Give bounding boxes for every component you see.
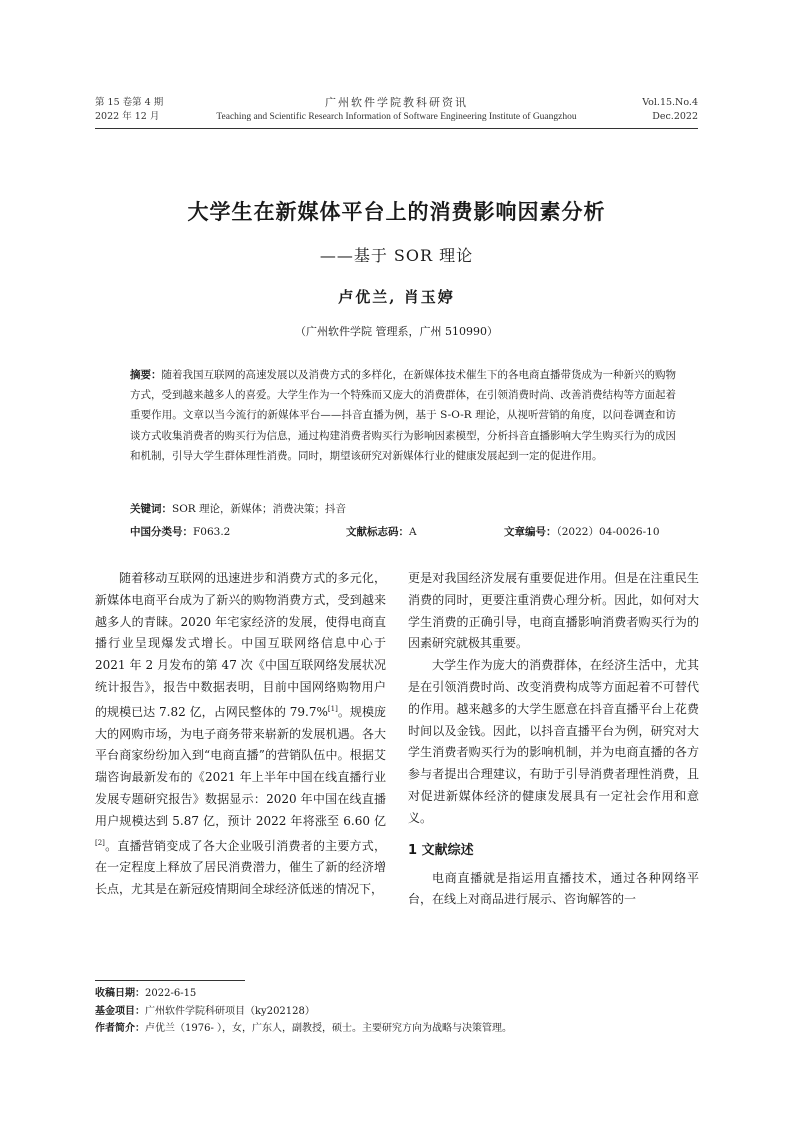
body-text: 。直播营销变成了各大企业吸引消费者的主要方式，在一定程度上释放了居民消费潜力，催生了新的经济增长点，尤其是在新冠疫情期间全球经济低迷的情况下， [95,838,386,897]
paper-subtitle: ——基于 SOR 理论 [319,246,474,265]
journal-name-cn: 广州软件学院教科研资讯 [325,96,468,109]
clc-value: F063.2 [193,526,231,538]
body-text: 。规模庞大的网购市场，为电子商务带来崭新的发展机遇。各大平台商家纷纷加入到“电商直播”的营销队伍中。根据艾瑞咨询最新发布的《2021 年上半年中国在线直播行业发展专题研究报告》数据显示：2020 年中国在线直播用户规模达到 5.87 亿，预计 2022 年将涨至 6.60 亿 [95,704,386,828]
body-column-left [95,568,386,901]
article-number-label: 文章编号： [504,526,557,538]
keywords [130,502,676,516]
author-bio [95,1020,705,1038]
authors: 卢优兰, 肖玉婷 [338,288,455,306]
citation-ref[interactable]: [2] [95,838,105,847]
body-paragraph [95,568,386,901]
section-heading: 1 文献综述 [408,842,474,858]
affiliation: （广州软件学院 管理系，广州 510990） [295,325,498,338]
received-date [95,985,705,1003]
body-column-right [408,568,699,911]
clc-number [130,525,230,539]
footnotes [95,985,705,1038]
fund-project [95,1003,705,1021]
paper-title: 大学生在新媒体平台上的消费影响因素分析 [187,200,606,224]
document-code [346,525,417,539]
body-paragraph: 大学生作为庞大的消费群体，在经济生活中，尤其是在引领消费时尚、改变消费构成等方面起着不可替代的作用。越来越多的大学生愿意在抖音直播平台上花费时间以及金钱。因此，以抖音直播平台为例，研究对大学生消费者购买行为的影响机制，并为电商直播的各方参与者提出合理建议，有助于引导消费者理性消费，且对促进新媒体经济的健康发展具有一定社会作用和意义。 [408,658,699,825]
volume-issue: 第 15 卷第 4 期 [95,97,164,108]
clc-label: 中国分类号： [130,526,193,538]
abstract [130,365,676,466]
issue-date-en: Dec.2022 [652,111,698,122]
issue-date: 2022 年 12 月 [95,111,160,122]
volume-issue-en: Vol.15.No.4 [642,97,698,108]
article-number [504,525,660,539]
received-value: 2022-6-15 [145,988,197,999]
keywords-label: 关键词： [130,503,172,515]
journal-name-en: Teaching and Scientific Research Information of Software Engineering Institute of Guangzhou [216,112,577,122]
citation-ref[interactable]: [1] [327,704,338,713]
body-paragraph: 电商直播就是指运用直播技术，通过各种网络平台，在线上对商品进行展示、咨询解答的一 [408,870,699,907]
header-rule [95,128,698,129]
fund-value: 广州软件学院科研项目（ky202128） [145,1005,315,1017]
body-paragraph: 更是对我国经济发展有重要促进作用。但是在注重民生消费的同时，更要注重消费心理分析。因此，如何对大学生消费的正确引导，电商直播影响消费者购买行为的因素研究就极其重要。 [408,571,699,651]
doc-code-label: 文献标志码： [346,526,409,538]
author-bio-label: 作者简介： [95,1023,145,1034]
received-label: 收稿日期： [95,988,145,999]
journal-name [95,96,698,124]
article-number-value: （2022）04-0026-10 [556,526,660,538]
fund-label: 基金项目： [95,1005,145,1017]
footnote-rule [95,980,245,981]
abstract-label: 摘要： [130,369,162,381]
author-bio-value: 卢优兰（1976- ），女，广东人，副教授，硕士。主要研究方向为战略与决策管理。 [145,1023,513,1034]
body-text: 随着移动互联网的迅速进步和消费方式的多元化，新媒体电商平台成为了新兴的购物消费方式，受到越来越多人的青睐。2020 年宅家经济的发展，使得电商直播行业呈现爆发式增长。中国互联网络信息中心于 2021 年 2 月发布的第 47 次《中国互联网络发展状况统计报告》，报告中数据表明，目前中国网络购物用户的规模已达 7.82 亿，占网民整体的 79.7% [95,571,386,719]
keywords-text: SOR 理论，新媒体；消费决策；抖音 [172,503,347,515]
running-header [95,94,698,126]
issue-info-en [642,96,698,124]
classification-row [130,525,676,541]
doc-code-value: A [409,526,417,538]
abstract-text: 随着我国互联网的高速发展以及消费方式的多样化，在新媒体技术催生下的各电商直播带货成为一种新兴的购物方式，受到越来越多人的喜爱。大学生作为一个特殊而又庞大的消费群体，在引领消费时尚、改善消费结构等方面起着重要作用。文章以当今流行的新媒体平台——抖音直播为例，基于 S-O-R 理论，从视听营销的角度，以问卷调查和访谈方式收集消费者的购买行为信息，通过构建消费者购买行为影响因素模型，分析抖音直播影响大学生购买行为的成因和机制，引导大学生群体理性消费。同时，期望该研究对新媒体行业的健康发展起到一定的促进作用。 [130,369,676,462]
